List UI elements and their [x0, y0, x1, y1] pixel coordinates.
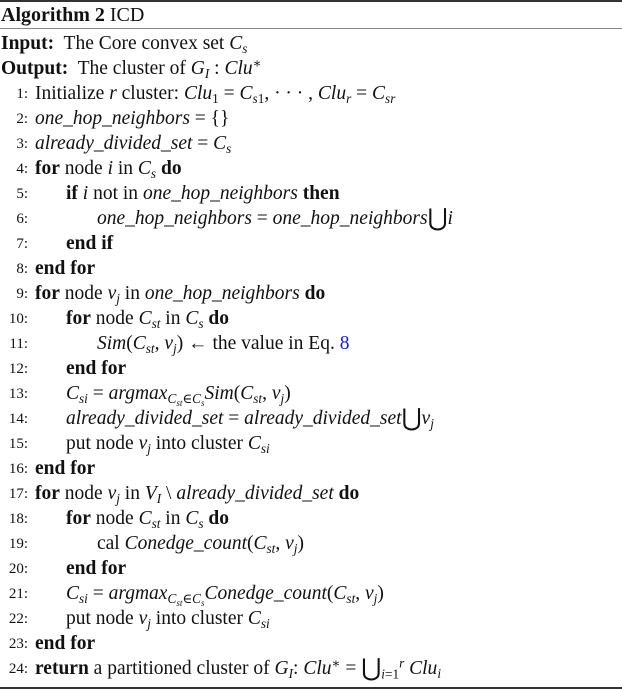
line-number: 21: [8, 586, 28, 602]
line-number: 24: [8, 661, 28, 677]
line-number: 9: [16, 286, 28, 302]
line-code: end if [66, 233, 114, 254]
line-code: for node i in $C_s$ do [35, 158, 182, 182]
line-code: for node $v_j$ in one_hop_neighbors do [35, 283, 326, 307]
output-line: Output: The cluster of $G_I$ : Clu∗ [1, 55, 262, 82]
line-number: 6: [16, 211, 28, 227]
line-code: end for [35, 633, 96, 654]
output-text: The cluster of [77, 58, 191, 79]
top-rule [0, 0, 622, 2]
line-number: 18: [8, 511, 28, 527]
line-code: $C_{si}$ = $argmax_{C_{st}\in C_s}Conedge\_count(C_{st}$, $v_j$) [66, 583, 384, 609]
line-code: $C_{si} = argmax_{C_{st}\in C_s}Sim(C_{st}$, $v_j$) [66, 383, 291, 409]
line-code: for node $C_{st}$ in $C_s$ do [66, 308, 230, 332]
line-code: end for [66, 558, 127, 579]
line-number: 11: [9, 336, 28, 352]
line-code: end for [66, 358, 127, 379]
line-code: end for [35, 258, 96, 279]
line-number: 22: [8, 611, 28, 627]
line-code: put node $v_j$ into cluster $C_{si}$ [66, 433, 270, 457]
line-number: 19: [8, 536, 28, 552]
line-number: 13: [8, 386, 28, 402]
input-label: Input: [1, 33, 55, 54]
line-number: 2: [16, 111, 28, 127]
line-code: Initialize r cluster: $Clu_1 = C_{s1}$, · · · , $Clu_r = C_{sr}$ [35, 83, 396, 107]
input-line: Input: The Core convex set $C_s$ [1, 33, 248, 57]
line-number: 20: [8, 561, 28, 577]
line-number: 1: [16, 86, 28, 102]
line-code: end for [35, 458, 96, 479]
line-number: 12: [8, 361, 28, 377]
line-code: already_divided_set = $C_s$ [35, 133, 232, 157]
line-number: 14: [8, 411, 28, 427]
input-text: The Core convex set [63, 33, 230, 54]
line-number: 16: [8, 461, 28, 477]
caption-name: ICD [109, 4, 145, 26]
line-code: $Sim(C_{st}$, $v_j$) ← the value in Eq. 8 [97, 333, 350, 357]
equation-reference-link[interactable]: 8 [339, 333, 350, 354]
line-code: for node $C_{st}$ in $C_s$ do [66, 508, 230, 532]
line-number: 3: [16, 136, 28, 152]
caption-prefix: Algorithm 2 [1, 4, 105, 26]
line-number: 8: [16, 261, 28, 277]
line-number: 5: [16, 186, 28, 202]
line-number: 15: [8, 436, 28, 452]
mid-rule [0, 28, 622, 29]
line-code: one_hop_neighbors = one_hop_neighbors⋃i [97, 205, 453, 232]
line-code: already_divided_set = $already\_divided\_set⋃v_j$ [66, 405, 434, 432]
line-number: 17: [8, 486, 28, 502]
line-number: 23: [8, 636, 28, 652]
line-number: 10: [8, 311, 28, 327]
line-code: return a partitioned cluster of $G_I$: $Clu^∗ = ⋃_{i=1}^r$ Clu$_i$ [35, 655, 441, 682]
line-code: one_hop_neighbors = {} [35, 108, 230, 129]
line-code: cal $Conedge\_count(C_{st}$, $v_j$) [97, 533, 304, 557]
algorithm-caption [1, 3, 144, 27]
output-label: Output: [1, 58, 69, 79]
line-number: 7: [16, 236, 28, 252]
line-number: 4: [16, 161, 28, 177]
line-code: if i not in one_hop_neighbors then [66, 183, 340, 204]
line-code: put node $v_j$ into cluster $C_{si}$ [66, 608, 270, 632]
line-code: for node $v_j$ in $V_I$ \ already_divided_set do [35, 483, 360, 507]
